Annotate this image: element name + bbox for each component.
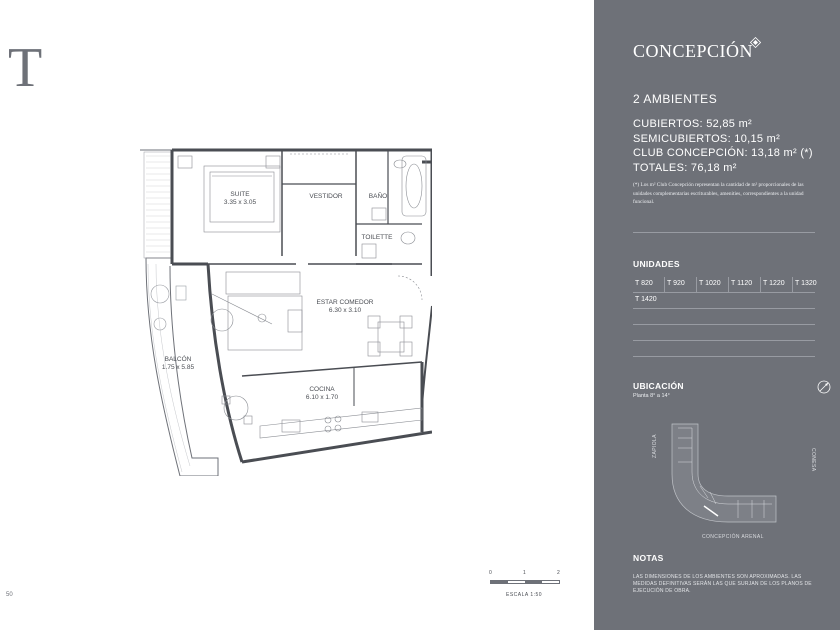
estar-size: 6.30 x 3.10 [328, 307, 362, 314]
unit-type-title: 2 AMBIENTES [633, 92, 718, 106]
units-table [633, 277, 815, 357]
scale-tick-0: 0 [489, 570, 492, 576]
area-semicubiertos: SEMICUBIERTOS: 10,15 m² [633, 132, 781, 145]
cocina-label: COCINA [309, 386, 335, 393]
floor-plan [132, 146, 432, 476]
area-list [633, 117, 813, 175]
unit-cell: T 820 [633, 277, 665, 292]
unit-cell: T 1320 [795, 280, 817, 287]
unit-cell: T 1420 [635, 296, 657, 303]
map-street-right: CONESA [810, 448, 816, 472]
balcon-label: BALCÓN [164, 356, 192, 363]
suite-size: 3.35 x 3.05 [223, 199, 257, 206]
page-number: 50 [6, 592, 13, 598]
units-row-empty [633, 309, 815, 325]
unit-cell: T 1020 [697, 277, 729, 292]
scale-label: ESCALA 1:50 [506, 592, 543, 598]
scale-tick-2: 2 [557, 570, 560, 576]
units-title: UNIDADES [633, 259, 680, 269]
location-title: UBICACIÓN [633, 381, 684, 391]
logo-letter: T [8, 37, 43, 99]
map-street-left: ZAPIOLA [652, 434, 658, 458]
bathroom-fixtures [362, 156, 426, 258]
scale-bar [484, 566, 574, 606]
location-subtitle: Planta 8° a 14° [633, 393, 670, 399]
estar-label: ESTAR COMEDOR [316, 299, 374, 306]
diamond-logo-icon [750, 37, 761, 48]
divider [633, 232, 815, 233]
unit-cell: T 1120 [729, 277, 761, 292]
map-street-bottom: CONCEPCIÓN ARENAL [702, 534, 764, 540]
toilette-label: TOILETTE [361, 234, 393, 241]
info-panel [594, 0, 840, 630]
location-map [648, 418, 788, 528]
unit-cell: T 1220 [761, 277, 793, 292]
balcony [140, 150, 218, 476]
notes-text: LAS DIMENSIONES DE LOS AMBIENTES SON APROXIMADAS. LAS MEDIDAS DEFINITIVAS SERÁN LAS QUE SURJAN DE LOS PLANOS DE EJECUCIÓN DE OBRA. [633, 574, 812, 594]
units-row-empty [633, 325, 815, 341]
vestidor-label: VESTIDOR [309, 193, 343, 200]
area-cubiertos: CUBIERTOS: 52,85 m² [633, 118, 752, 130]
north-compass-icon [817, 380, 831, 394]
kitchen-furniture [222, 396, 422, 438]
bano-label: BAÑO [368, 193, 388, 200]
unit-cell: T 920 [665, 277, 697, 292]
balcon-size: 1.75 x 5.85 [161, 364, 195, 371]
area-club: CLUB CONCEPCIÓN: 13,18 m² (*) [633, 147, 813, 159]
brand-name: CONCEPCIÓN [633, 41, 754, 61]
units-row-empty [633, 341, 815, 357]
living-furniture [211, 272, 422, 356]
scale-tick-1: 1 [523, 570, 526, 576]
area-totales: TOTALES: 76,18 m² [633, 161, 737, 174]
units-row [633, 293, 815, 309]
cocina-size: 6.10 x 1.70 [305, 394, 339, 401]
units-row [633, 277, 815, 293]
scale-graphic [490, 580, 560, 584]
area-footnote: (*) Los m² Club Concepción representan la cantidad de m² proporcionales de las unidades complementarias escriturables, amenities, correspondientes a la unidad funcional. [633, 182, 804, 205]
notes-title: NOTAS [633, 553, 664, 563]
suite-label: SUITE [230, 191, 250, 198]
